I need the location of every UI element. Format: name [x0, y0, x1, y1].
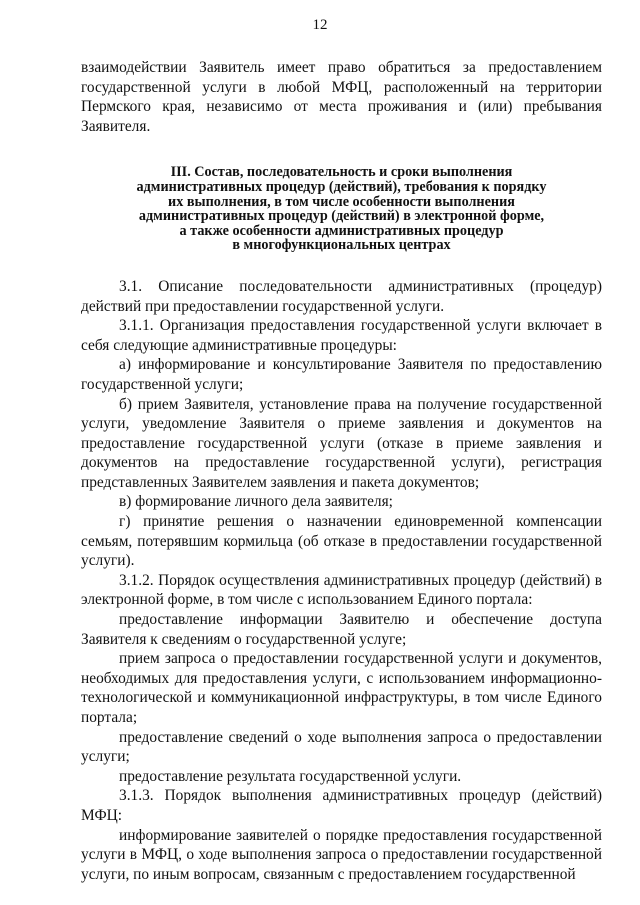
paragraph-request-intake: прием запроса о предоставлении государственной услуги и документов, необходимых для предоставления услуги, с использованием информационно-технологической и коммуникационной инфраструктуры, в том числе Единого портала; [81, 650, 602, 726]
paragraph-result: предоставление результата государственной услуги. [119, 767, 462, 785]
heading-line: их выполнения, в том числе особенности выполнения [168, 193, 515, 210]
paragraph-3-1-2: 3.1.2. Порядок осуществления административных процедур (действий) в электронной форме, в том числе с использованием Единого портала: [81, 571, 602, 609]
heading-line: в многофункциональных центрах [232, 237, 451, 254]
list-item-b: б) прием Заявителя, установление права на получение государственной услуги, уведомление Заявителя о приеме заявления и документов на предоставление государственной услуги (отказе в приеме заявления и документов на предоставление государственной услуги), регистрация представленных Заявителем заявления и пакета документов; [81, 395, 602, 491]
paragraph-3-1: 3.1. Описание последовательности административных (процедур) действий при предоставлении государственной услуги. [81, 277, 602, 315]
list-item-a: а) информирование и консультирование Заявителя по предоставлению государственной услуги; [81, 356, 602, 393]
heading-line: а также особенности административных процедур [179, 222, 504, 239]
paragraph-3-1-1: 3.1.1. Организация предоставления государственной услуги включает в себя следующие административные процедуры: [81, 317, 602, 354]
heading-line: административных процедур (действий) в электронной форме, [138, 208, 545, 225]
paragraph-request-status: предоставление сведений о ходе выполнения запроса о предоставлении услуги; [81, 728, 602, 766]
page-number: 12 [312, 17, 328, 33]
section-heading [81, 165, 602, 253]
list-item-v: в) формирование личного дела заявителя; [119, 493, 393, 511]
document-body [81, 58, 602, 884]
paragraph-info-access: предоставление информации Заявителю и обеспечение доступа Заявителя к сведениям о государственной услуге; [81, 611, 602, 648]
list-item-g: г) принятие решения о назначении единовременной компенсации семьям, потерявшим кормильца (об отказе в предоставлении государственной услуги). [81, 513, 602, 570]
paragraph-3-1-3: 3.1.3. Порядок выполнения административных процедур (действий) МФЦ: [81, 787, 602, 824]
heading-line: административных процедур (действий), требования к порядку [136, 178, 547, 195]
paragraph-mfc-informing: информирование заявителей о порядке предоставления государственной услуги в МФЦ, о ходе выполнения запроса о предоставлении государственной услуги, по иным вопросам, связанным с предоставлением государственной [81, 826, 602, 883]
heading-line: III. Состав, последовательность и сроки выполнения [170, 164, 513, 181]
intro-paragraph: взаимодействии Заявитель имеет право обратиться за предоставлением государственной услуги в любой МФЦ, расположенный на территории Пермского края, независимо от места проживания и (или) пребывания Заявителя. [81, 59, 602, 135]
